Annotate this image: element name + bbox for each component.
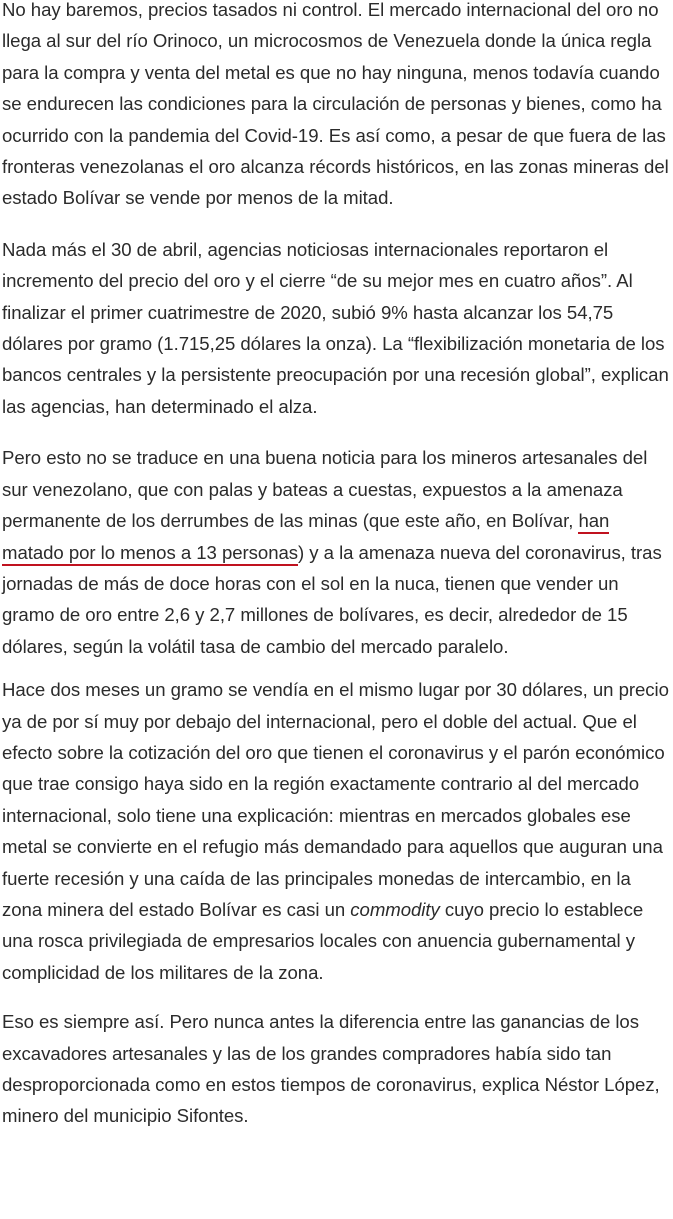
paragraph-5: Eso es siempre así. Pero nunca antes la diferencia entre las ganancias de los excavadores artesanales y las de los grandes compradores había sido tan desproporcionada como en estos tiempos de coronavirus, explica Néstor López, minero del municipio Sifontes. xyxy=(2,1011,660,1127)
paragraph-4-text-after: cuyo precio lo establece una rosca privilegiada de empresarios locales con anuencia gubernamental y complicidad de los militares de la zona. xyxy=(2,898,644,983)
article-link-derrumbes[interactable]: han matado por lo menos a 13 personas xyxy=(2,510,609,565)
paragraph-3-text-before: Pero esto no se traduce en una buena noticia para los mineros artesanales del sur venezolano, que con palas y bateas a cuestas, expuestos a la amenaza permanente de los derrumbes de las minas (que este año, en Bolívar, xyxy=(2,447,648,532)
paragraph-4-text-before: Hace dos meses un gramo se vendía en el mismo lugar por 30 dólares, un precio ya de por sí muy por debajo del internacional, pero el doble del actual. Que el efecto sobre la cotización del oro que tienen el coronavirus y el parón económico que trae consigo haya sido en la región exactamente contrario al del mercado internacional, solo tiene una explicación: mientras en mercados globales ese metal se convierte en el refugio más demandado para aquellos que auguran una fuerte recesión y una caída de las principales monedas de intercambio, en la zona minera del estado Bolívar es casi un xyxy=(2,679,669,920)
paragraph-4 xyxy=(2,674,671,988)
paragraph-3-text-after: ) y a la amenaza nueva del coronavirus, tras jornadas de más de doce horas con el sol en la nuca, tienen que vender un gramo de oro entre 2,6 y 2,7 millones de bolívares, es decir, alrededor de 15 dólares, según la volátil tasa de cambio del mercado paralelo. xyxy=(2,541,662,657)
paragraph-2: Nada más el 30 de abril, agencias noticiosas internacionales reportaron el incremento del precio del oro y el cierre “de su mejor mes en cuatro años”. Al finalizar el primer cuatrimestre de 2020, subió 9% hasta alcanzar los 54,75 dólares por gramo (1.715,25 dólares la onza). La “flexibilización monetaria de los bancos centrales y la persistente preocupación por una recesión global”, explican las agencias, han determinado el alza. xyxy=(2,238,669,417)
emphasis-commodity: commodity xyxy=(350,898,440,920)
paragraph-1: No hay baremos, precios tasados ni control. El mercado internacional del oro no llega al sur del río Orinoco, un microcosmos de Venezuela donde la única regla para la compra y venta del metal es que no hay ninguna, menos todavía cuando se endurecen las condiciones para la circulación de personas y bienes, como ha ocurrido con la pandemia del Covid-19. Es así como, a pesar de que fuera de las fronteras venezolanas el oro alcanza récords históricos, en las zonas mineras del estado Bolívar se vende por menos de la mitad. xyxy=(2,0,669,209)
paragraph-3 xyxy=(2,442,671,662)
